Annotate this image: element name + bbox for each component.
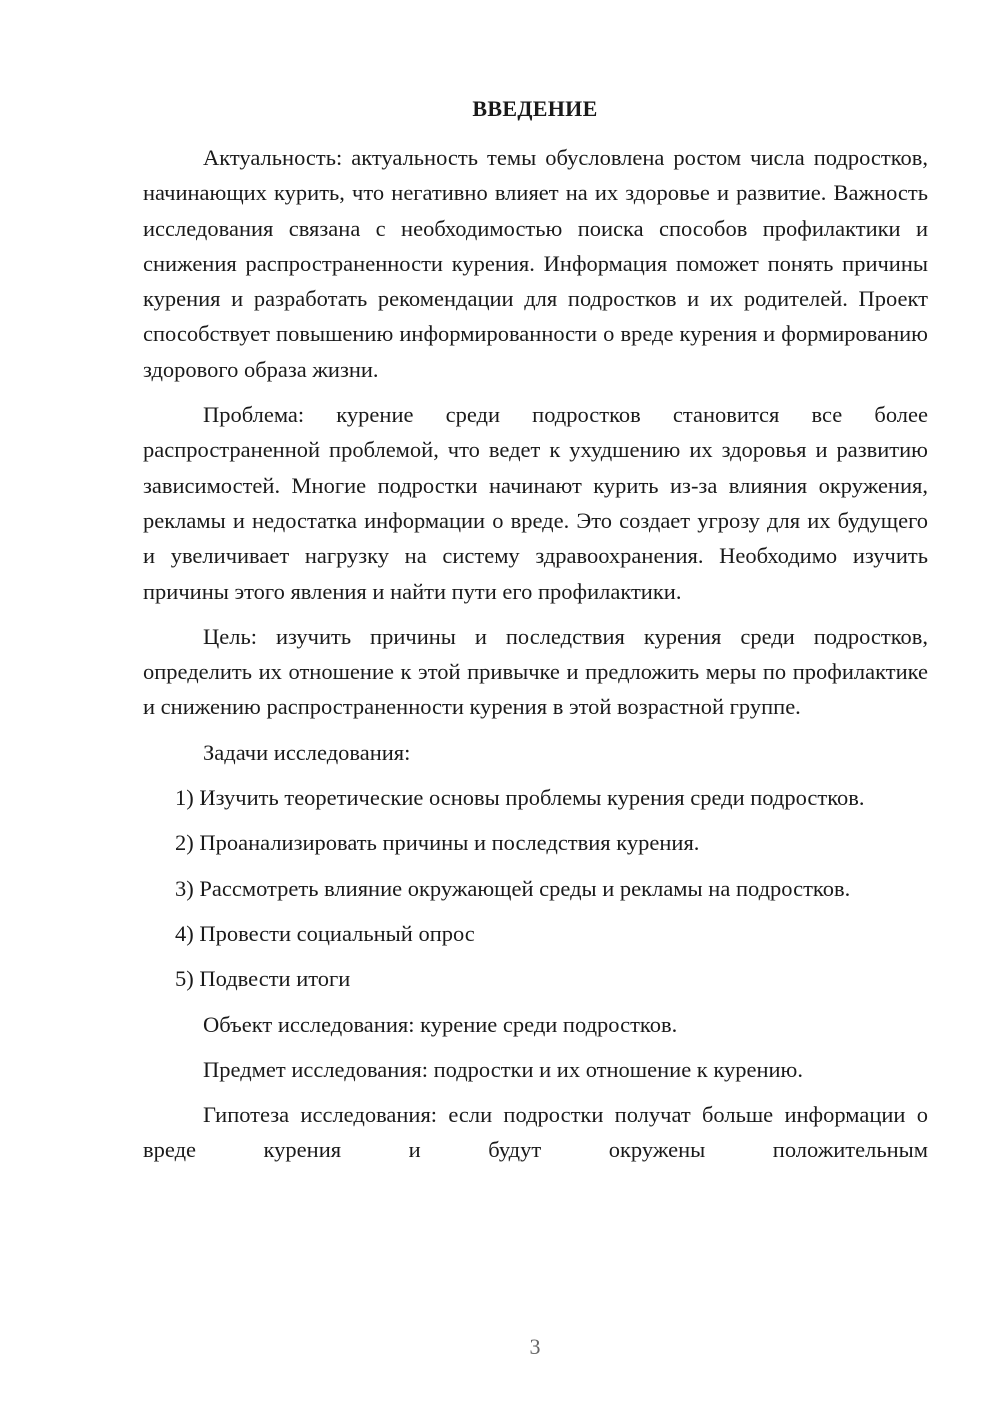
tasks-heading: Задачи исследования: — [203, 739, 411, 765]
paragraph-problem: Проблема: курение среди подростков становится все более распространенной проблемой, что ведет к ухудшению их здоровья и развитию зависимостей. Многие подростки начинают курить из-за влияния окружения, рекламы и недостатка информации о вреде. Это создает угрозу для их будущего и увеличивает нагрузку на систему здравоохранения. Необходимо изучить причины этого явления и найти пути его профилактики. — [143, 402, 928, 604]
task-item-2: 2) Проанализировать причины и последствия курения. — [175, 830, 700, 856]
task-item-4: 4) Провести социальный опрос — [175, 920, 475, 946]
research-object: Объект исследования: курение среди подростков. — [203, 1011, 678, 1037]
paragraph-relevance: Актуальность: актуальность темы обусловлена ростом числа подростков, начинающих курить, что негативно влияет на их здоровье и развитие. Важность исследования связана с необходимостью поиска способов профилактики и снижения распространенности курения. Информация поможет понять причины курения и разработать рекомендации для подростков и их родителей. Проект способствует повышению информированности о вреде курения и формированию здорового образа жизни. — [143, 145, 928, 382]
research-hypothesis: Гипотеза исследования: если подростки получат больше информации о вреде курения и будут окружены положительным — [143, 1102, 928, 1163]
document-body — [143, 140, 928, 1178]
research-subject: Предмет исследования: подростки и их отношение к курению. — [203, 1056, 803, 1082]
page-number: 3 — [529, 1334, 541, 1359]
task-item-3: 3) Рассмотреть влияние окружающей среды и рекламы на подростков. — [175, 875, 851, 901]
section-title: ВВЕДЕНИЕ — [472, 96, 598, 121]
task-item-1: 1) Изучить теоретические основы проблемы курения среди подростков. — [175, 785, 865, 811]
paragraph-goal: Цель: изучить причины и последствия курения среди подростков, определить их отношение к этой привычке и предложить меры по профилактике и снижению распространенности курения в этой возрастной группе. — [143, 623, 928, 720]
task-item-5: 5) Подвести итоги — [175, 966, 351, 992]
